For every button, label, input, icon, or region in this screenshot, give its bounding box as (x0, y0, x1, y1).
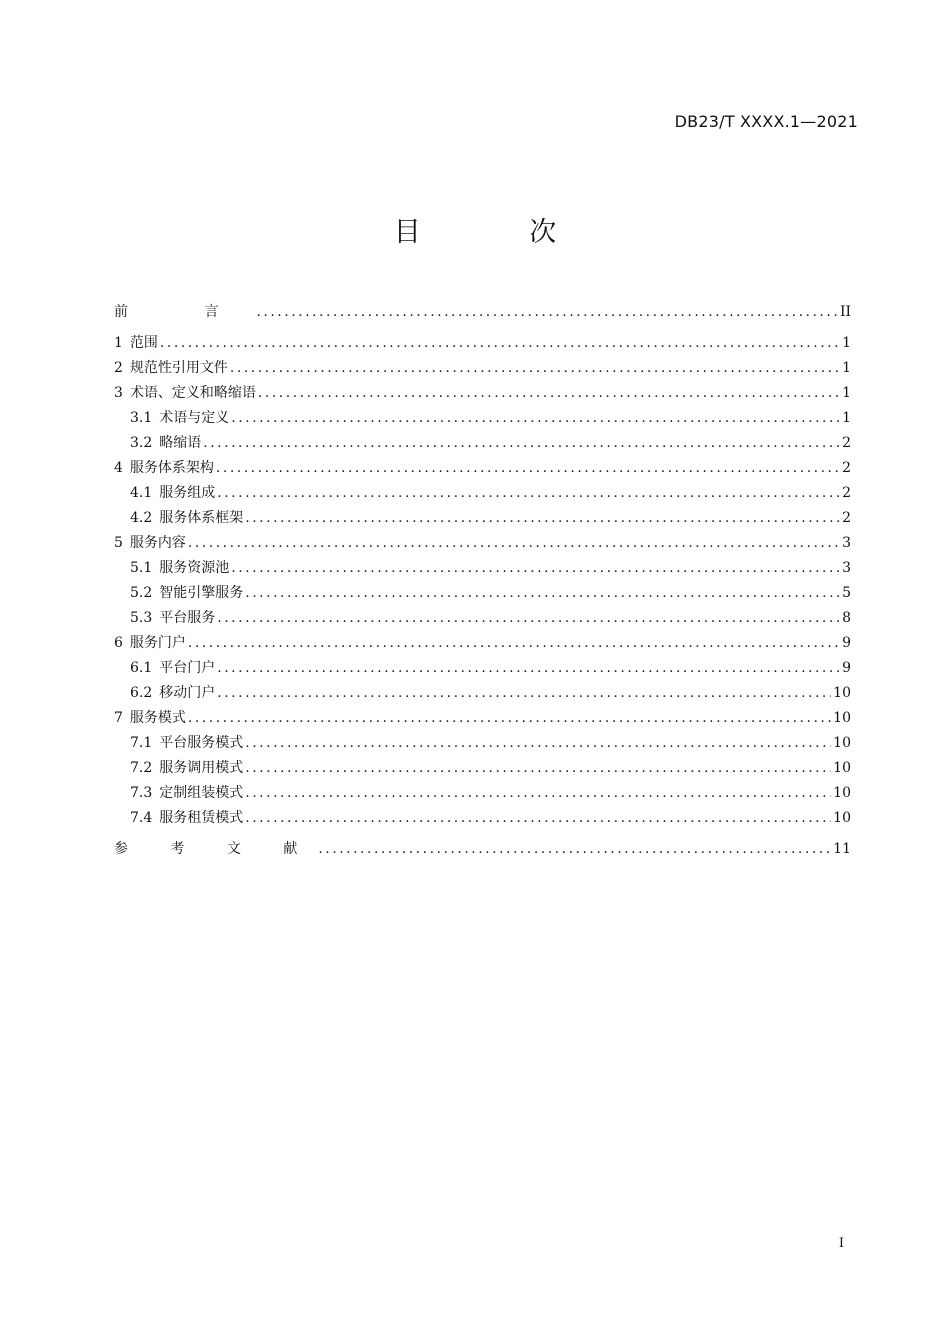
toc-page-number: 3 (842, 560, 851, 576)
toc-number: 7.1 (130, 735, 153, 751)
toc-page-number: 2 (842, 485, 851, 501)
toc-leader-dots (203, 431, 840, 456)
toc-leader-dots (217, 481, 840, 506)
toc-leader-dots (245, 731, 831, 756)
toc-number: 7.3 (130, 785, 153, 801)
footer-page-number: I (838, 1236, 844, 1251)
toc-leader-dots (231, 556, 840, 581)
page-title: 目 次 (393, 217, 607, 248)
toc-leader-dots (217, 656, 840, 681)
toc-entry-7-4[interactable] (114, 806, 851, 831)
toc-page-number: II (839, 304, 851, 320)
toc-entry-5-2[interactable] (114, 581, 851, 606)
toc-number: 5.1 (130, 560, 153, 576)
toc-label: 规范性引用文件 (129, 360, 228, 376)
toc-leader-dots (231, 406, 840, 431)
toc-entry-2[interactable] (114, 356, 851, 381)
toc-number: 7.4 (130, 810, 153, 826)
toc-number: 4.1 (130, 485, 153, 501)
toc-label: 服务体系架构 (129, 460, 214, 476)
toc-page-number: 10 (833, 685, 851, 701)
toc-entry-5-3[interactable] (114, 606, 851, 631)
toc-leader-dots (245, 781, 831, 806)
toc-page-number: 10 (833, 785, 851, 801)
toc-leader-dots (188, 631, 840, 656)
toc-page-number: 1 (842, 410, 851, 426)
toc-page-number: 9 (842, 660, 851, 676)
toc-leader-dots (245, 756, 831, 781)
toc-page-number: 9 (842, 635, 851, 651)
toc-page-number: 2 (842, 435, 851, 451)
toc-entry-preface[interactable] (114, 300, 851, 325)
table-of-contents (114, 300, 851, 862)
toc-entry-6-2[interactable] (114, 681, 851, 706)
toc-label: 平台服务 (159, 610, 216, 626)
toc-leader-dots (258, 381, 840, 406)
toc-number: 5.3 (130, 610, 153, 626)
toc-number: 1 (114, 335, 123, 351)
toc-number: 5.2 (130, 585, 153, 601)
toc-page-number: 10 (833, 735, 851, 751)
toc-page-number: 2 (842, 510, 851, 526)
toc-number: 6 (114, 635, 123, 651)
toc-label: 服务组成 (159, 485, 216, 501)
toc-page-number: 10 (833, 810, 851, 826)
toc-page-number: 11 (833, 841, 851, 857)
toc-number: 3 (114, 385, 123, 401)
toc-page-number: 8 (842, 610, 851, 626)
toc-number: 4.2 (130, 510, 153, 526)
toc-label: 定制组装模式 (159, 785, 244, 801)
toc-label: 服务调用模式 (159, 760, 244, 776)
toc-entry-references[interactable] (114, 837, 851, 862)
toc-entry-4-1[interactable] (114, 481, 851, 506)
toc-leader-dots (245, 806, 831, 831)
toc-number: 2 (114, 360, 123, 376)
toc-entry-7-1[interactable] (114, 731, 851, 756)
toc-label: 术语、定义和略缩语 (129, 385, 256, 401)
toc-entry-3-1[interactable] (114, 406, 851, 431)
toc-entry-4-2[interactable] (114, 506, 851, 531)
toc-page-number: 10 (833, 760, 851, 776)
toc-entry-3[interactable] (114, 381, 851, 406)
toc-leader-dots (318, 837, 831, 862)
toc-leader-dots (245, 506, 840, 531)
toc-page-number: 5 (842, 585, 851, 601)
toc-entry-3-2[interactable] (114, 431, 851, 456)
toc-leader-dots (245, 581, 840, 606)
toc-number: 3.2 (130, 435, 153, 451)
toc-entry-7[interactable] (114, 706, 851, 731)
toc-entry-5-1[interactable] (114, 556, 851, 581)
toc-page-number: 3 (842, 535, 851, 551)
toc-label: 服务模式 (129, 710, 186, 726)
toc-page-number: 2 (842, 460, 851, 476)
toc-entry-6-1[interactable] (114, 656, 851, 681)
toc-label: 前 言 (114, 304, 255, 320)
toc-leader-dots (160, 331, 840, 356)
toc-number: 3.1 (130, 410, 153, 426)
toc-label: 服务租赁模式 (159, 810, 244, 826)
toc-number: 6.1 (130, 660, 153, 676)
toc-label: 服务体系框架 (159, 510, 244, 526)
toc-label: 参 考 文 献 (114, 841, 317, 857)
toc-page-number: 10 (833, 710, 851, 726)
toc-number: 6.2 (130, 685, 153, 701)
toc-label: 服务资源池 (159, 560, 230, 576)
toc-label: 智能引擎服务 (159, 585, 244, 601)
toc-entry-6[interactable] (114, 631, 851, 656)
toc-label: 范围 (129, 335, 158, 351)
toc-entry-7-3[interactable] (114, 781, 851, 806)
toc-page-number: 1 (842, 385, 851, 401)
toc-leader-dots (217, 606, 840, 631)
toc-leader-dots (230, 356, 840, 381)
toc-label: 移动门户 (159, 685, 216, 701)
toc-leader-dots (188, 706, 831, 731)
toc-number: 7.2 (130, 760, 153, 776)
toc-page-number: 1 (842, 360, 851, 376)
toc-label: 服务内容 (129, 535, 186, 551)
toc-leader-dots (188, 531, 840, 556)
toc-label: 服务门户 (129, 635, 186, 651)
toc-number: 4 (114, 460, 123, 476)
toc-entry-1[interactable] (114, 331, 851, 356)
document-code: DB23/T XXXX.1—2021 (674, 112, 858, 131)
toc-number: 7 (114, 710, 123, 726)
toc-label: 平台服务模式 (159, 735, 244, 751)
toc-number: 5 (114, 535, 123, 551)
toc-leader-dots (217, 681, 831, 706)
toc-entry-4[interactable] (114, 456, 851, 481)
toc-label: 术语与定义 (159, 410, 230, 426)
toc-entry-7-2[interactable] (114, 756, 851, 781)
toc-entry-5[interactable] (114, 531, 851, 556)
toc-page-number: 1 (842, 335, 851, 351)
toc-label: 略缩语 (159, 435, 202, 451)
toc-leader-dots (216, 456, 840, 481)
toc-label: 平台门户 (159, 660, 216, 676)
toc-leader-dots (256, 300, 837, 325)
